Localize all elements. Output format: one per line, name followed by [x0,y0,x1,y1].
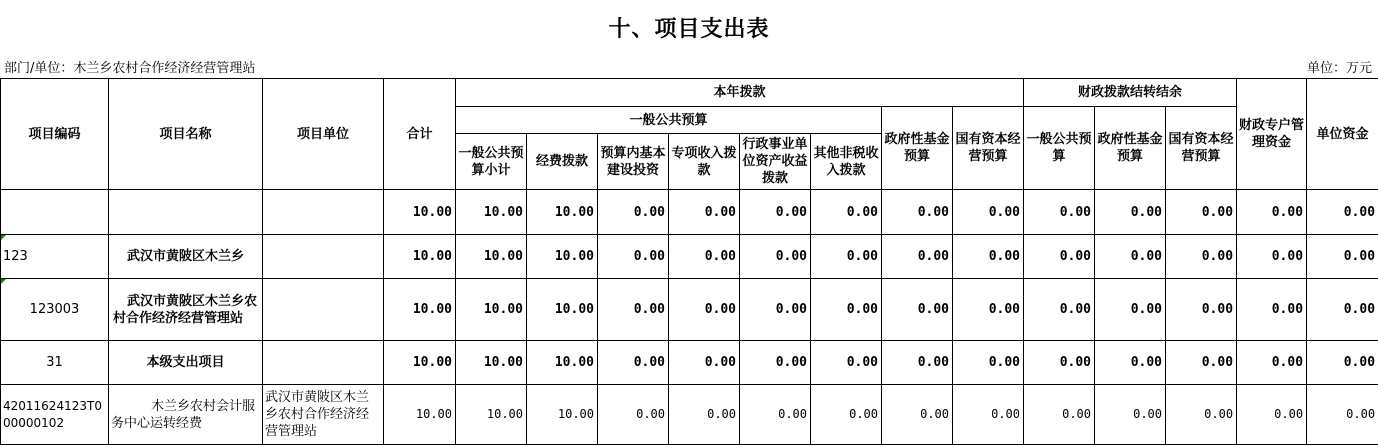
cell-value: 10.00 [384,385,456,445]
header-co-general: 一般公共预算 [1024,107,1095,190]
cell-value: 10.00 [456,190,527,235]
cell-value: 0.00 [1307,385,1378,445]
cell-unit [263,279,384,341]
cell-value: 0.00 [1024,341,1095,385]
cell-value: 10.00 [527,385,598,445]
cell-value: 0.00 [598,279,669,341]
cell-value: 0.00 [669,385,740,445]
cell-unit [263,190,384,235]
cell-name: 本级支出项目 [109,341,263,385]
cell-value: 0.00 [1166,385,1237,445]
cell-unit: 武汉市黄陂区木兰乡农村合作经济经营管理站 [263,385,384,445]
cell-value: 0.00 [882,279,953,341]
header-general-budget: 一般公共预算 [456,107,882,134]
cell-code: 123003 [1,279,109,341]
page-title: 十、项目支出表 [608,17,770,42]
cell-value: 0.00 [1166,279,1237,341]
cell-value: 0.00 [1307,190,1378,235]
cell-value: 0.00 [953,235,1024,279]
project-expenditure-table [0,78,1378,445]
header-special-mgmt: 财政专户管理资金 [1237,79,1307,190]
cell-value: 0.00 [953,341,1024,385]
cell-value: 0.00 [811,341,882,385]
table-row [1,341,1378,385]
header-special-income: 专项收入拨款 [669,134,740,190]
cell-value: 0.00 [669,190,740,235]
cell-code: 31 [1,341,109,385]
cell-value: 0.00 [882,385,953,445]
cell-value: 0.00 [1095,235,1166,279]
table-row [1,385,1378,445]
header-funding: 经费拨款 [527,134,598,190]
header-state-capital: 国有资本经营预算 [953,107,1024,190]
cell-value: 0.00 [740,235,811,279]
cell-value: 10.00 [527,235,598,279]
cell-name [109,190,263,235]
cell-value: 0.00 [882,190,953,235]
cell-code: 42011624123T000000102 [1,385,109,445]
cell-value: 10.00 [456,385,527,445]
cell-value: 10.00 [527,190,598,235]
cell-unit [263,341,384,385]
header-admin-asset: 行政事业单位资产收益拨款 [740,134,811,190]
cell-value: 10.00 [456,341,527,385]
table-row [1,190,1378,235]
cell-value: 0.00 [1095,385,1166,445]
cell-value: 0.00 [740,385,811,445]
cell-value: 0.00 [598,190,669,235]
header-other-nontax: 其他非税收入拨款 [811,134,882,190]
header-unit-funds: 单位资金 [1307,79,1378,190]
cell-code: 123 [1,235,109,279]
cell-value: 0.00 [669,235,740,279]
cell-value: 0.00 [1237,190,1307,235]
header-project-code: 项目编码 [1,79,109,190]
cell-value: 0.00 [740,190,811,235]
cell-value: 0.00 [882,341,953,385]
cell-name: 武汉市黄陂区木兰乡农村合作经济经营管理站 [109,279,263,341]
cell-value: 0.00 [811,385,882,445]
cell-value: 0.00 [1166,235,1237,279]
cell-value: 0.00 [811,190,882,235]
unit-label: 单位：万元 [1306,61,1372,76]
cell-value: 0.00 [1307,341,1378,385]
cell-value: 10.00 [384,235,456,279]
cell-code [1,190,109,235]
cell-value: 0.00 [882,235,953,279]
cell-value: 0.00 [1095,279,1166,341]
cell-value: 10.00 [527,341,598,385]
header-co-state-capital: 国有资本经营预算 [1166,107,1237,190]
cell-value: 10.00 [384,279,456,341]
cell-value: 0.00 [740,279,811,341]
cell-unit [263,235,384,279]
cell-value: 0.00 [1307,235,1378,279]
cell-value: 0.00 [669,341,740,385]
cell-value: 0.00 [1166,341,1237,385]
cell-value: 0.00 [1237,235,1307,279]
cell-value: 0.00 [598,341,669,385]
cell-value: 0.00 [811,279,882,341]
header-carryover: 财政拨款结转结余 [1024,79,1237,107]
cell-value: 0.00 [1166,190,1237,235]
cell-value: 0.00 [953,279,1024,341]
cell-value: 0.00 [1095,190,1166,235]
cell-value: 0.00 [740,341,811,385]
cell-value: 0.00 [1095,341,1166,385]
header-capital-construction: 预算内基本建设投资 [598,134,669,190]
table-row [1,279,1378,341]
cell-value: 0.00 [1307,279,1378,341]
cell-value: 10.00 [384,341,456,385]
cell-value: 0.00 [1237,279,1307,341]
header-project-unit: 项目单位 [263,79,384,190]
header-project-name: 项目名称 [109,79,263,190]
cell-value: 0.00 [811,235,882,279]
department-label: 部门/单位：木兰乡农村合作经济经营管理站 [4,61,256,76]
cell-value: 0.00 [953,190,1024,235]
cell-value: 0.00 [598,235,669,279]
cell-value: 0.00 [1024,190,1095,235]
cell-value: 10.00 [527,279,598,341]
cell-value: 0.00 [1024,279,1095,341]
cell-value: 10.00 [456,235,527,279]
header-gov-fund: 政府性基金预算 [882,107,953,190]
cell-value: 10.00 [456,279,527,341]
cell-value: 0.00 [1237,341,1307,385]
cell-value: 10.00 [384,190,456,235]
header-gb-subtotal: 一般公共预算小计 [456,134,527,190]
header-this-year: 本年拨款 [456,79,1024,107]
cell-value: 0.00 [953,385,1024,445]
cell-value: 0.00 [1237,385,1307,445]
header-total: 合计 [384,79,456,190]
cell-name: 木兰乡农村会计服务中心运转经费 [109,385,263,445]
cell-value: 0.00 [669,279,740,341]
header-co-gov-fund: 政府性基金预算 [1095,107,1166,190]
cell-name: 武汉市黄陂区木兰乡 [109,235,263,279]
cell-value: 0.00 [1024,385,1095,445]
table-row [1,235,1378,279]
cell-value: 0.00 [1024,235,1095,279]
cell-value: 0.00 [598,385,669,445]
